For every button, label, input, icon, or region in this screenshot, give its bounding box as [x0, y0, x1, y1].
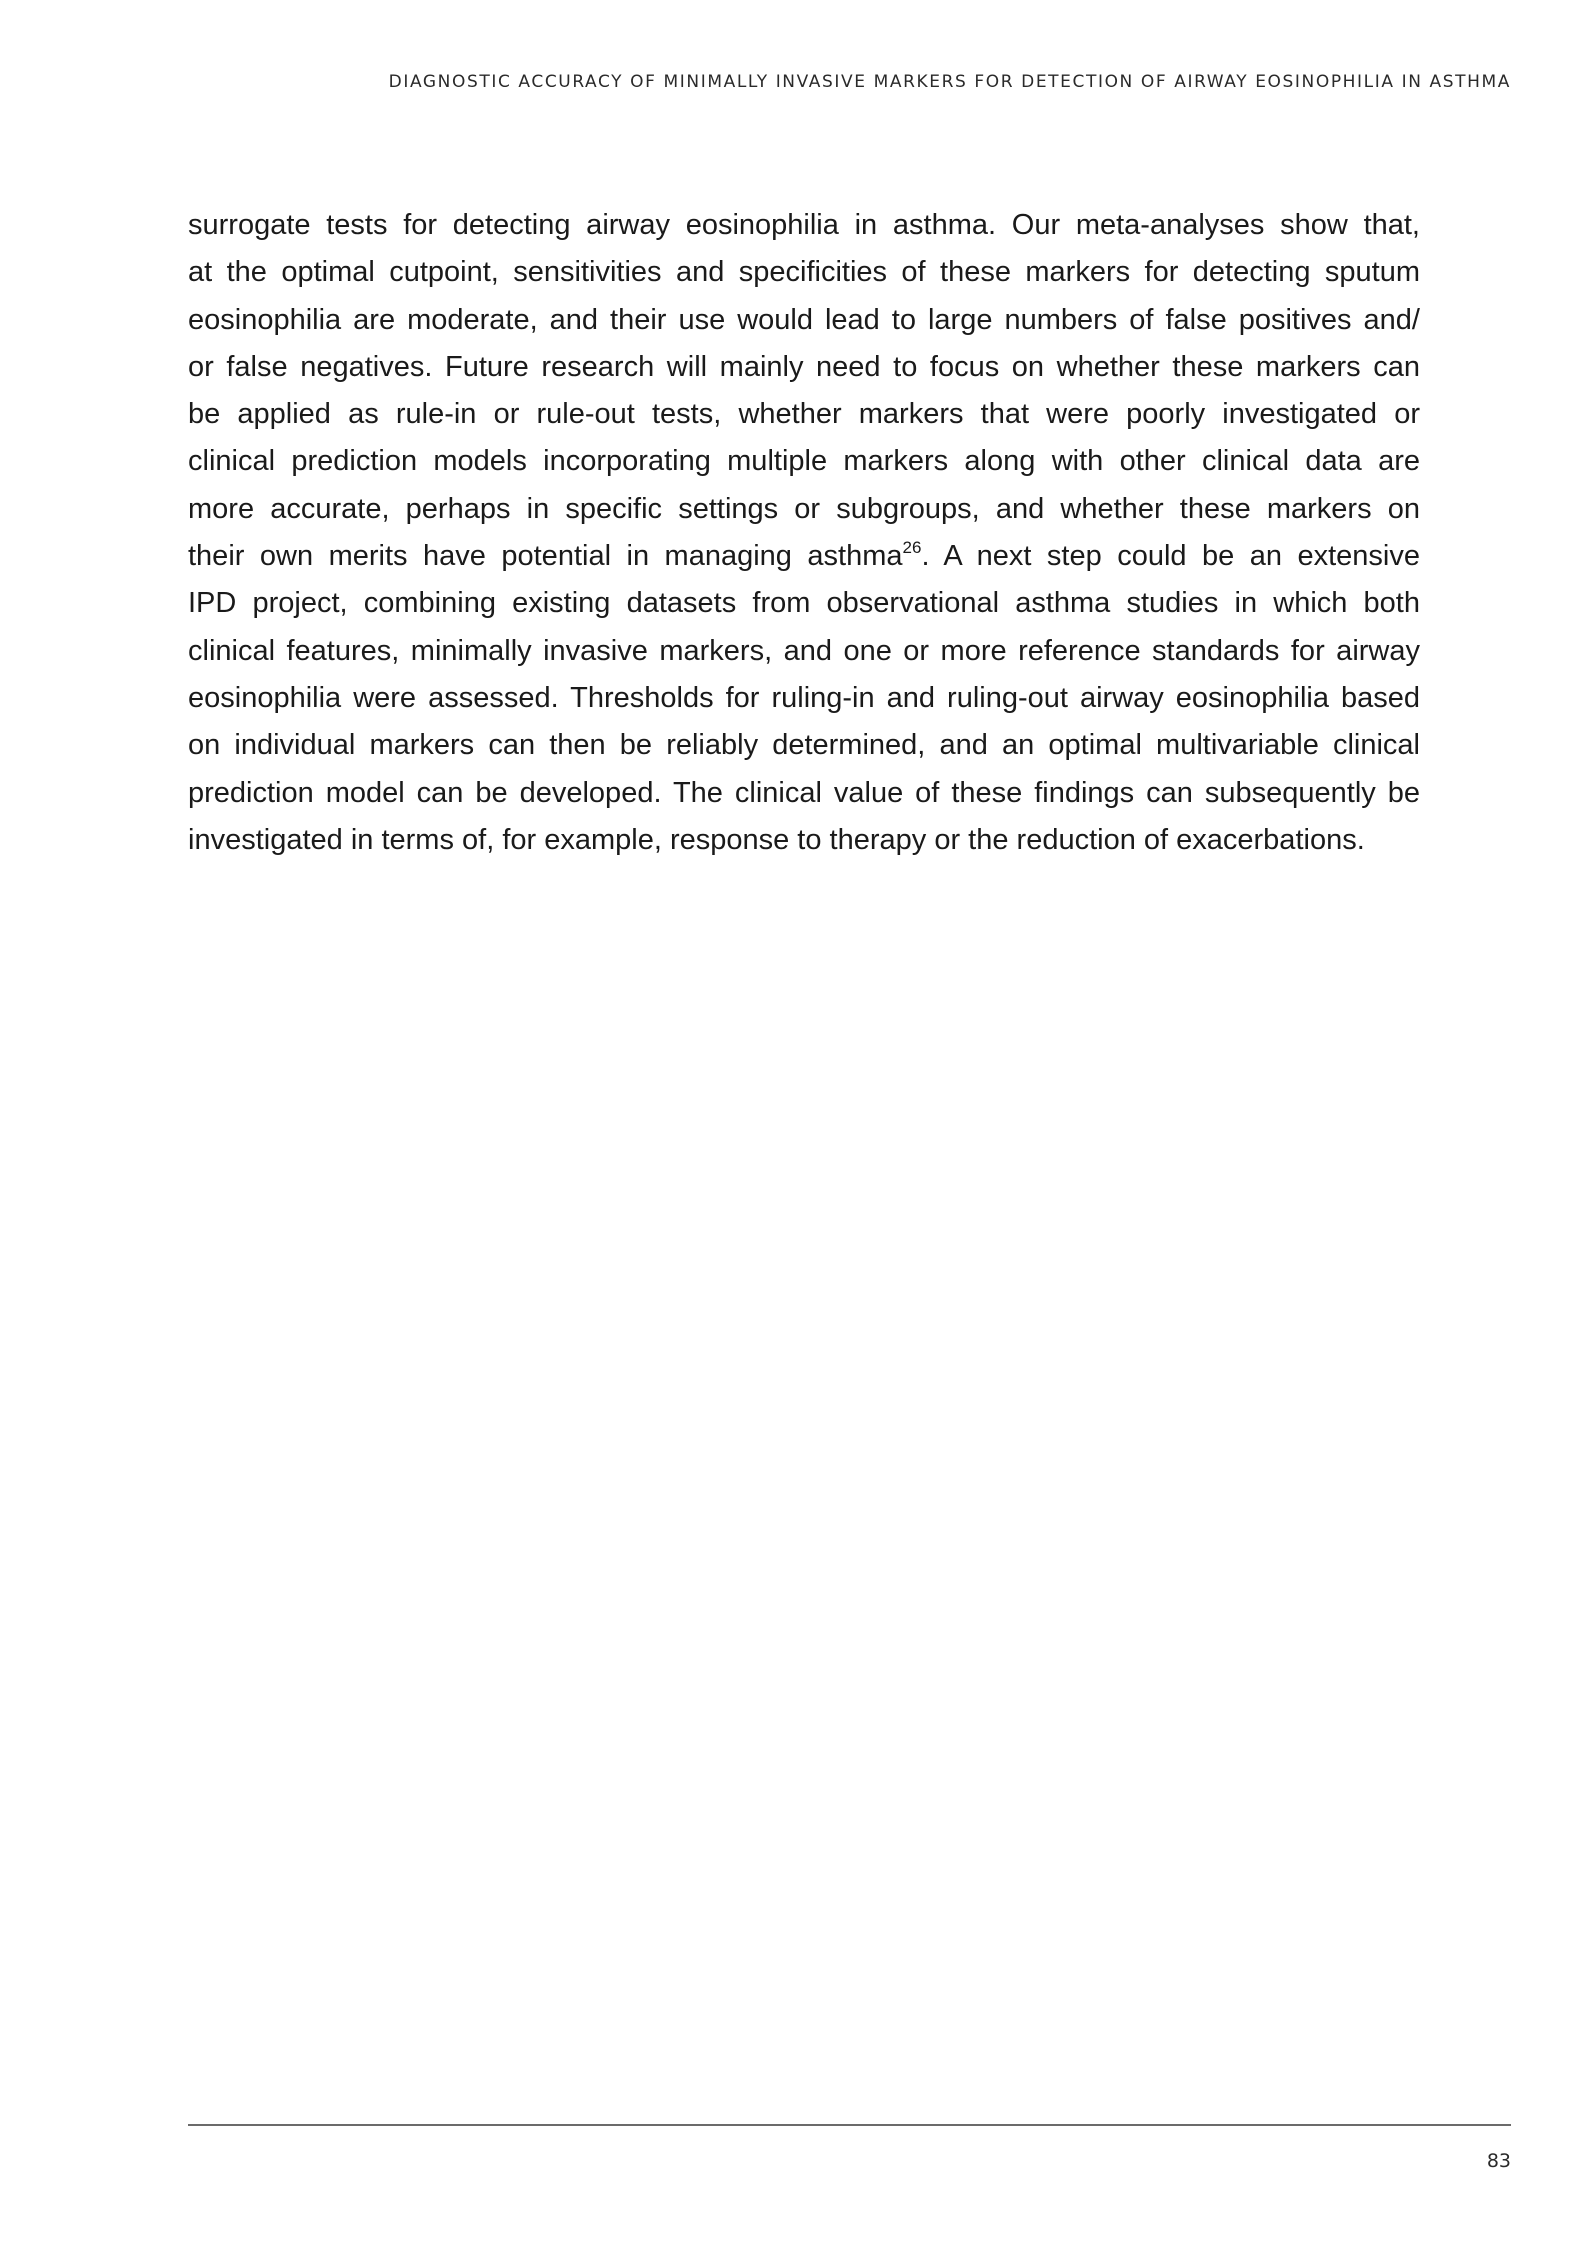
text-segment: their own merits have potential in managing asthma — [188, 540, 903, 573]
citation-superscript: 26 — [902, 538, 922, 558]
text-line — [188, 533, 1420, 580]
text-line: on individual markers can then be reliably determined, and an optimal multivariable clinical — [188, 729, 1420, 762]
text-segment: . A next step could be an extensive — [921, 540, 1420, 573]
text-line: be applied as rule-in or rule-out tests, whether markers that were poorly investigated or — [188, 398, 1420, 431]
text-line: clinical features, minimally invasive markers, and one or more reference standards for airway — [188, 634, 1420, 667]
running-header: DIAGNOSTIC ACCURACY OF MINIMALLY INVASIVE MARKERS FOR DETECTION OF AIRWAY EOSINOPHILIA IN ASTHMA — [388, 72, 1511, 92]
text-line: or false negatives. Future research will mainly need to focus on whether these markers can — [188, 350, 1420, 383]
text-line: eosinophilia are moderate, and their use would lead to large numbers of false positives and/ — [188, 303, 1420, 336]
text-line: at the optimal cutpoint, sensitivities and specificities of these markers for detecting sputum — [188, 256, 1420, 289]
text-line: prediction model can be developed. The clinical value of these findings can subsequently be — [188, 776, 1420, 809]
text-line: eosinophilia were assessed. Thresholds for ruling-in and ruling-out airway eosinophilia based — [188, 681, 1420, 714]
text-line: IPD project, combining existing datasets from observational asthma studies in which both — [188, 587, 1420, 620]
text-line: investigated in terms of, for example, response to therapy or the reduction of exacerbations. — [188, 823, 1365, 856]
text-line: more accurate, perhaps in specific settings or subgroups, and whether these markers on — [188, 492, 1420, 525]
body-paragraph — [188, 202, 1420, 864]
text-line: clinical prediction models incorporating multiple markers along with other clinical data are — [188, 445, 1420, 478]
text-line: surrogate tests for detecting airway eosinophilia in asthma. Our meta-analyses show that, — [188, 209, 1420, 241]
footer-divider — [188, 2124, 1511, 2126]
page-number: 83 — [1486, 2150, 1511, 2172]
